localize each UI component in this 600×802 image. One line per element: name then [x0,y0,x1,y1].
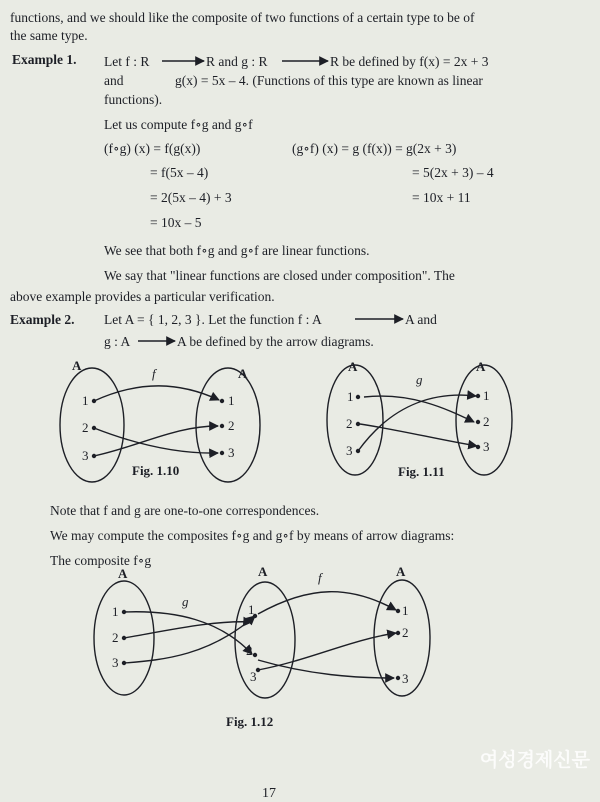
fig111-cod-2: 2 [483,414,490,429]
intro-line-1: functions, and we should like the composite of two functions of a certain type to be of [10,10,475,25]
fig112-g-arrow-2 [124,622,252,638]
fig112-caption: Fig. 1.12 [226,714,274,729]
example-1-line1-c: R be defined by f(x) = 2x + 3 [330,54,489,69]
fig110-arrow-1 [94,386,219,401]
fig112-mid-1: 1 [248,602,255,617]
fig110-dom-1: 1 [82,393,89,408]
fig111-dom-3: 3 [346,443,353,458]
example-1-line2-a: and [104,73,124,88]
example-1-compute: Let us compute f∘g and g∘f [104,117,253,132]
example-1-line2-b: g(x) = 5x – 4. (Functions of this type are known as linear [175,73,483,88]
fig112-func-g: g [182,594,189,609]
fig111-caption: Fig. 1.11 [398,464,445,479]
fig111-set-label-left: A [348,359,358,374]
example-2-line1-a: Let A = { 1, 2, 3 }. Let the function f : A [104,312,322,327]
fig112-func-f: f [318,570,322,585]
intro-line-2: the same type. [10,28,88,43]
example-1-line3: functions). [104,92,163,107]
fig111-cod-3: 3 [483,439,490,454]
gof-line-2: = 5(2x + 3) – 4 [412,165,494,180]
fig112-set-label-1: A [118,566,128,581]
fig112-middle-ellipse [235,582,295,698]
fig110-set-label-right: A [238,366,248,381]
fig112-first-2: 2 [112,630,119,645]
fig112-set-label-2: A [258,564,268,579]
fig112-f-arrow-2 [258,660,394,678]
fig112-last-2: 2 [402,625,409,640]
example-1-line1-a: Let f : R [104,54,150,69]
fog-line-4: = 10x – 5 [150,215,202,230]
closed-line-2: above example provides a particular verification. [10,289,275,304]
fig112-mid-2: 2 [246,643,253,658]
fig110-func-label: f [152,366,156,381]
fig111-set-label-right: A [476,359,486,374]
both-linear: We see that both f∘g and g∘f are linear functions. [104,243,370,258]
example-2-label: Example 2. [10,312,75,327]
fig112-mid-3: 3 [250,669,257,684]
example-1-label: Example 1. [12,52,77,67]
fig110-set-label-left: A [72,358,82,373]
fig110-dom-3: 3 [82,448,89,463]
fig111-dom-1: 1 [347,389,354,404]
note-composite: The composite f∘g [50,553,152,568]
fig111-func-label: g [416,372,423,387]
example-2-line2-b: A be defined by the arrow diagrams. [177,334,374,349]
gof-line-3: = 10x + 11 [412,190,471,205]
fig112-f-arrow-1 [258,592,396,614]
fig110-cod-2: 2 [228,418,235,433]
note-one-to-one: Note that f and g are one-to-one correspondences. [50,503,320,518]
fog-line-3: = 2(5x – 4) + 3 [150,190,232,205]
fig110-cod-3: 3 [228,445,235,460]
example-2-line2-a: g : A [104,334,131,349]
fog-line-2: = f(5x – 4) [150,165,209,180]
fig111-domain-ellipse [327,365,383,475]
fig112-last-1: 1 [402,603,409,618]
publisher-watermark: 여성경제신문 [479,749,590,771]
fig112-last-3: 3 [402,671,409,686]
fig112-set-label-3: A [396,564,406,579]
fig110-cod-1: 1 [228,393,235,408]
fig110-domain-ellipse [60,368,124,482]
fig110-caption: Fig. 1.10 [132,463,180,478]
fig112-first-1: 1 [112,604,119,619]
example-1-line1-b: R and g : R [206,54,268,69]
note-compute: We may compute the composites f∘g and g∘f by means of arrow diagrams: [50,528,455,543]
fig111-dom-2: 2 [346,416,353,431]
fig110-dom-2: 2 [82,420,89,435]
fig112-first-3: 3 [112,655,119,670]
fig111-cod-1: 1 [483,388,490,403]
gof-line-1: (g∘f) (x) = g (f(x)) = g(2x + 3) [292,141,457,156]
example-2-line1-b: A and [405,312,437,327]
fog-line-1: (f∘g) (x) = f(g(x)) [104,141,201,156]
fig111-arrow-2 [360,424,477,446]
page-number: 17 [262,786,276,801]
closed-line-1: We say that "linear functions are closed under composition". The [104,268,455,283]
